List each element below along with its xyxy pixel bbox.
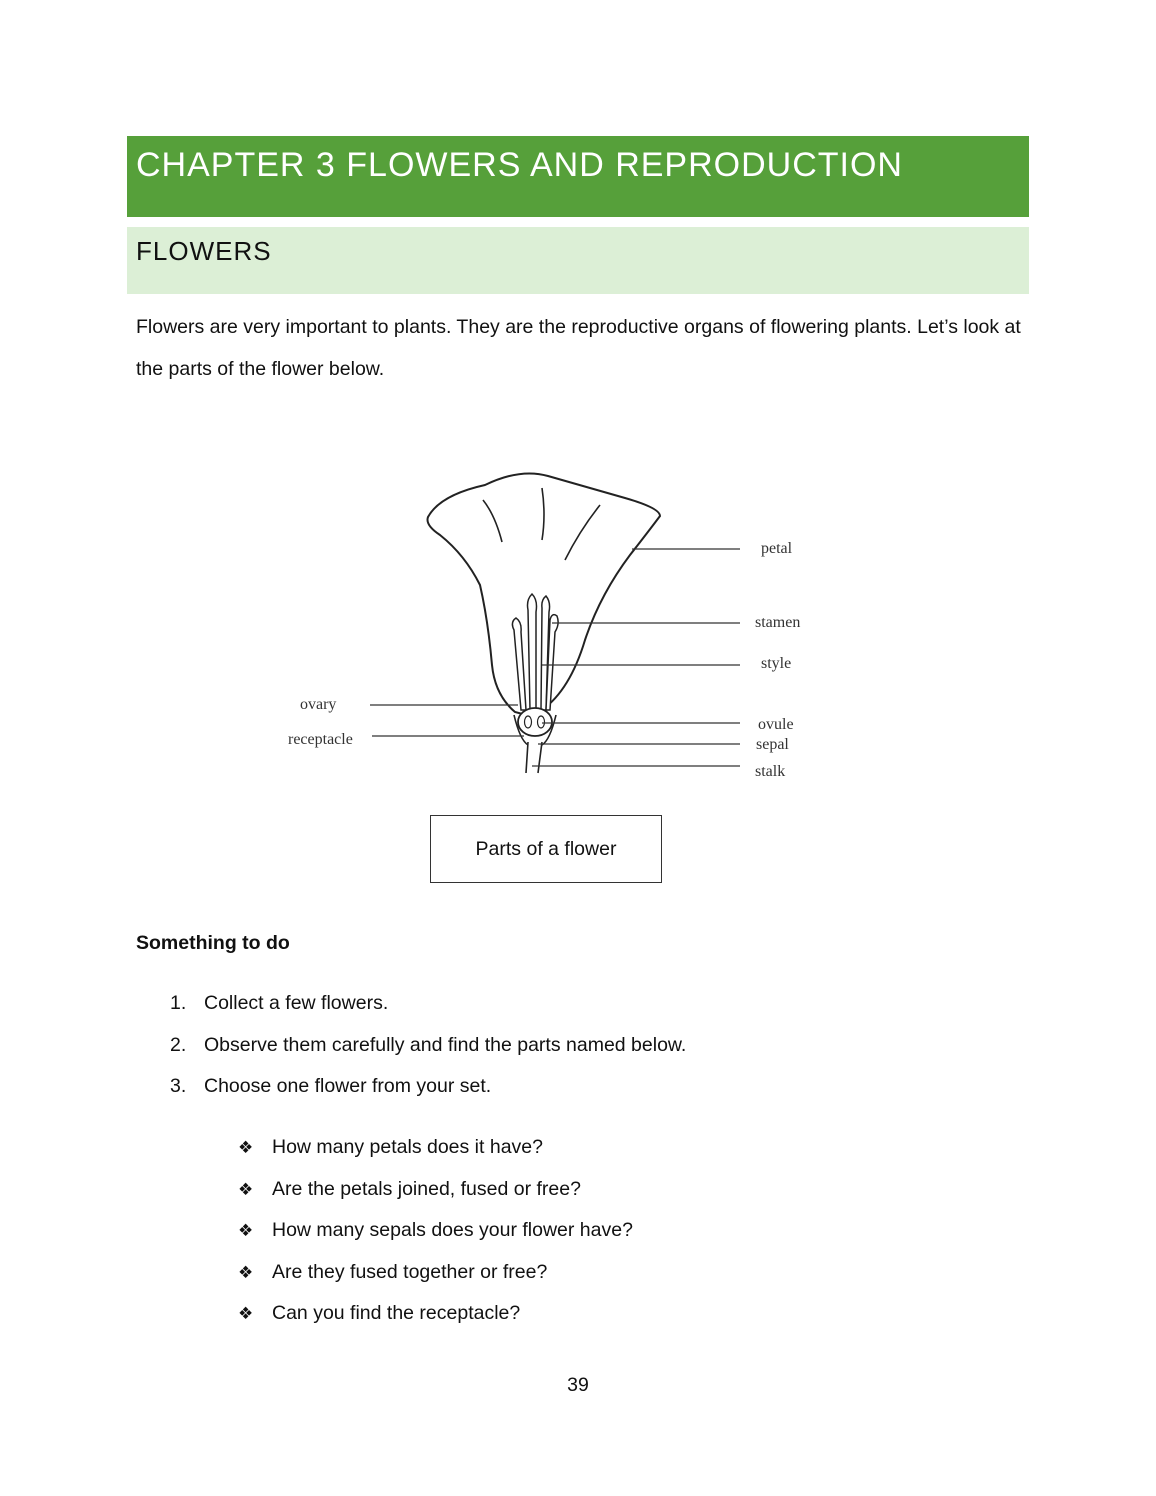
list-item: ❖ Are they fused together or free? — [238, 1252, 633, 1294]
list-item: 1. Collect a few flowers. — [170, 992, 389, 1014]
label-stamen: stamen — [755, 614, 801, 631]
section-title: FLOWERS — [136, 236, 272, 266]
label-ovule: ovule — [758, 716, 794, 733]
diagram-caption — [430, 815, 662, 883]
diamond-bullet-icon: ❖ — [238, 1221, 254, 1240]
list-item: 3. Choose one flower from your set. — [170, 1075, 492, 1097]
label-ovary: ovary — [300, 696, 337, 713]
label-sepal: sepal — [756, 736, 789, 753]
list-item: ❖ How many petals does it have? — [238, 1127, 633, 1169]
label-stalk: stalk — [755, 763, 786, 780]
activity-questions — [238, 1127, 633, 1335]
stalk-shape — [526, 742, 542, 773]
page-number: 39 — [567, 1374, 589, 1396]
label-petal: petal — [761, 540, 793, 557]
label-style: style — [761, 655, 792, 672]
activity-steps — [170, 983, 686, 1108]
list-item: ❖ Are the petals joined, fused or free? — [238, 1169, 633, 1211]
chapter-banner — [127, 136, 1029, 217]
list-item: ❖ Can you find the receptacle? — [238, 1293, 633, 1335]
label-receptacle: receptacle — [288, 731, 353, 748]
intro-paragraph: Flowers are very important to plants. They are the reproductive organs of flowering plants. Let’s look at the parts of the flower below. — [136, 316, 1021, 380]
ovary-shape — [518, 708, 552, 736]
list-item: ❖ How many sepals does your flower have? — [238, 1210, 633, 1252]
diagram-caption-text: Parts of a flower — [475, 837, 617, 860]
diamond-bullet-icon: ❖ — [238, 1179, 254, 1199]
list-item: 2. Observe them carefully and find the parts named below. — [170, 1033, 687, 1056]
diamond-bullet-icon: ❖ — [238, 1304, 254, 1323]
chapter-title: CHAPTER 3 FLOWERS AND REPRODUCTION — [136, 146, 903, 184]
section-banner — [127, 227, 1029, 294]
flower-diagram — [280, 460, 820, 810]
diamond-bullet-icon: ❖ — [238, 1262, 254, 1282]
diamond-bullet-icon: ❖ — [238, 1138, 254, 1157]
activity-heading: Something to do — [136, 932, 290, 954]
